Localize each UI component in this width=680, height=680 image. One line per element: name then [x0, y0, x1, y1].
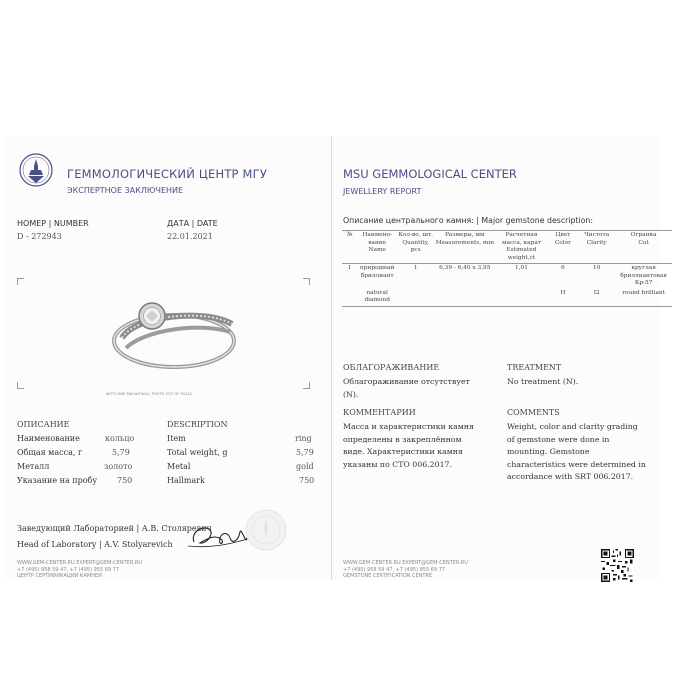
table-cell — [434, 289, 495, 307]
qr-code — [601, 549, 634, 582]
table-cell: I2 — [578, 289, 615, 307]
crop-mark — [303, 278, 310, 285]
spec-label-en: Total weight, g — [167, 448, 228, 457]
spec-label-ru: Указание на пробу — [17, 476, 98, 485]
ring-photo — [104, 286, 244, 376]
footer-left — [17, 560, 142, 580]
number-value: D - 272943 — [17, 232, 62, 241]
table-row — [342, 289, 672, 307]
page-subtitle-ru: ЭКСПЕРТНОЕ ЗАКЛЮЧЕНИЕ — [67, 186, 184, 195]
crop-mark — [303, 382, 310, 389]
page-fold-line — [331, 136, 332, 580]
treatment-en-text: No treatment (N). — [507, 377, 579, 386]
comments-en-title: COMMENTS — [507, 408, 560, 417]
spec-value-en: gold — [296, 462, 314, 471]
crop-mark — [17, 278, 24, 285]
spec-label-en: Metal — [167, 462, 191, 471]
spec-label-ru: Общая масса, г — [17, 448, 83, 457]
description-ru-title: ОПИСАНИЕ — [17, 420, 70, 429]
table-cell: 1 — [347, 265, 352, 271]
spec-label-en: Item — [167, 434, 186, 443]
date-label: ДАТА | DATE — [167, 219, 218, 228]
col-header-clarity: Чистота Clarity — [584, 232, 610, 246]
treatment-ru-title: ОБЛАГОРАЖИВАНИЕ — [343, 363, 440, 372]
table-cell: 6 — [561, 265, 565, 271]
table-cell: round brilliant — [615, 289, 672, 307]
table-cell: 6,39 - 6,40 x 3,95 — [439, 265, 491, 271]
page-subtitle-en: JEWELLERY REPORT — [343, 187, 422, 196]
crop-mark — [17, 382, 24, 389]
col-header-cut: Огранка Cut — [630, 232, 657, 246]
col-header-name: Наимено-вание Name — [362, 232, 393, 253]
photo-scale-note: ФОТО ВНЕ МАСШТАБА | PHOTO OUT OF SCALE — [106, 392, 192, 396]
comments-ru-title: КОММЕНТАРИИ — [343, 408, 416, 417]
col-header-color: Цвет Color — [554, 232, 571, 246]
table-cell: 10 — [593, 265, 601, 271]
treatment-en-title: TREATMENT — [507, 363, 562, 372]
footer-phones: +7 (495) 958 59 47, +7 (495) 955 69 77 — [343, 566, 446, 573]
footer-phones: +7 (495) 958 59 47, +7 (495) 955 69 77 — [17, 566, 120, 573]
footer-web: WWW.GEM-CENTER.RU EXPERT@GEM-CENTER.RU — [343, 560, 468, 566]
table-cell — [397, 289, 434, 307]
treatment-ru-text: Облагораживание отсутствует (N). — [343, 377, 470, 399]
page-title-en: MSU GEMMOLOGICAL CENTER — [343, 167, 517, 181]
table-cell: H — [548, 289, 579, 307]
comments-ru-text: Масса и характеристики камня определены в закреплённом виде. Характеристики камня указаны по СТО 006.2017. — [343, 422, 474, 469]
spec-label-ru: Наименование — [17, 434, 80, 443]
gemstone-table — [342, 230, 672, 307]
number-label: НОМЕР | NUMBER — [17, 219, 89, 228]
footer-right — [343, 560, 468, 580]
footer-web: WWW.GEM-CENTER.RU EXPERT@GEM-CENTER.RU — [17, 560, 142, 566]
table-cell: 1 — [413, 265, 418, 271]
spec-value-en: 750 — [299, 476, 315, 485]
spec-value-ru: 750 — [117, 476, 133, 485]
msu-gem-logo-icon — [18, 152, 54, 188]
spec-label-ru: Металл — [17, 462, 50, 471]
footer-org: GEMSTONE CERTIFICATION CENTRE — [343, 573, 433, 579]
table-header-row — [342, 231, 672, 264]
head-of-lab-ru: Заведующий Лабораторией | А.В. Столяревич — [17, 524, 212, 533]
col-header-number: № — [346, 232, 353, 238]
head-of-lab-en: Head of Laboratory | A.V. Stolyarevich — [17, 540, 173, 549]
col-header-weight: Расчетная масса, карат Estimated weight,ct — [501, 232, 541, 261]
page-title-ru: ГЕММОЛОГИЧЕСКИЙ ЦЕНТР МГУ — [67, 167, 268, 181]
footer-org: ЦЕНТР СЕРТИФИКАЦИИ КАМНЕЙ — [17, 573, 102, 579]
table-cell — [495, 289, 547, 307]
date-value: 22.01.2021 — [167, 232, 213, 241]
spec-value-ru: золото — [104, 462, 133, 471]
spec-label-en: Hallmark — [167, 476, 205, 485]
table-cell: natural diamond — [357, 289, 397, 307]
spec-value-en: 5,79 — [296, 448, 314, 457]
spec-value-ru: кольцо — [105, 434, 135, 443]
embossed-seal — [244, 508, 288, 552]
gemstone-table-caption: Описание центрального камня: | Major gemstone description: — [343, 216, 593, 225]
table-row — [342, 264, 672, 289]
col-header-measurements: Размеры, мм Measurements, mm — [435, 232, 494, 246]
spec-value-en: ring — [295, 434, 312, 443]
description-en-title: DESCRIPTION — [167, 420, 228, 429]
col-header-quantity: Кол-во, шт. Quantity, pcs — [398, 232, 433, 253]
table-cell: круглая бриллиантовая Кр-57 — [620, 265, 667, 286]
table-cell: природный бриллиант — [359, 265, 395, 279]
comments-en-text: Weight, color and clarity grading of gemstone were done in mounting. Gemstone characteristics were determined in accordance with SRT 006.2017. — [507, 422, 646, 481]
table-cell: 1,01 — [515, 265, 528, 271]
spec-value-ru: 5,79 — [112, 448, 130, 457]
table-cell — [342, 289, 357, 307]
